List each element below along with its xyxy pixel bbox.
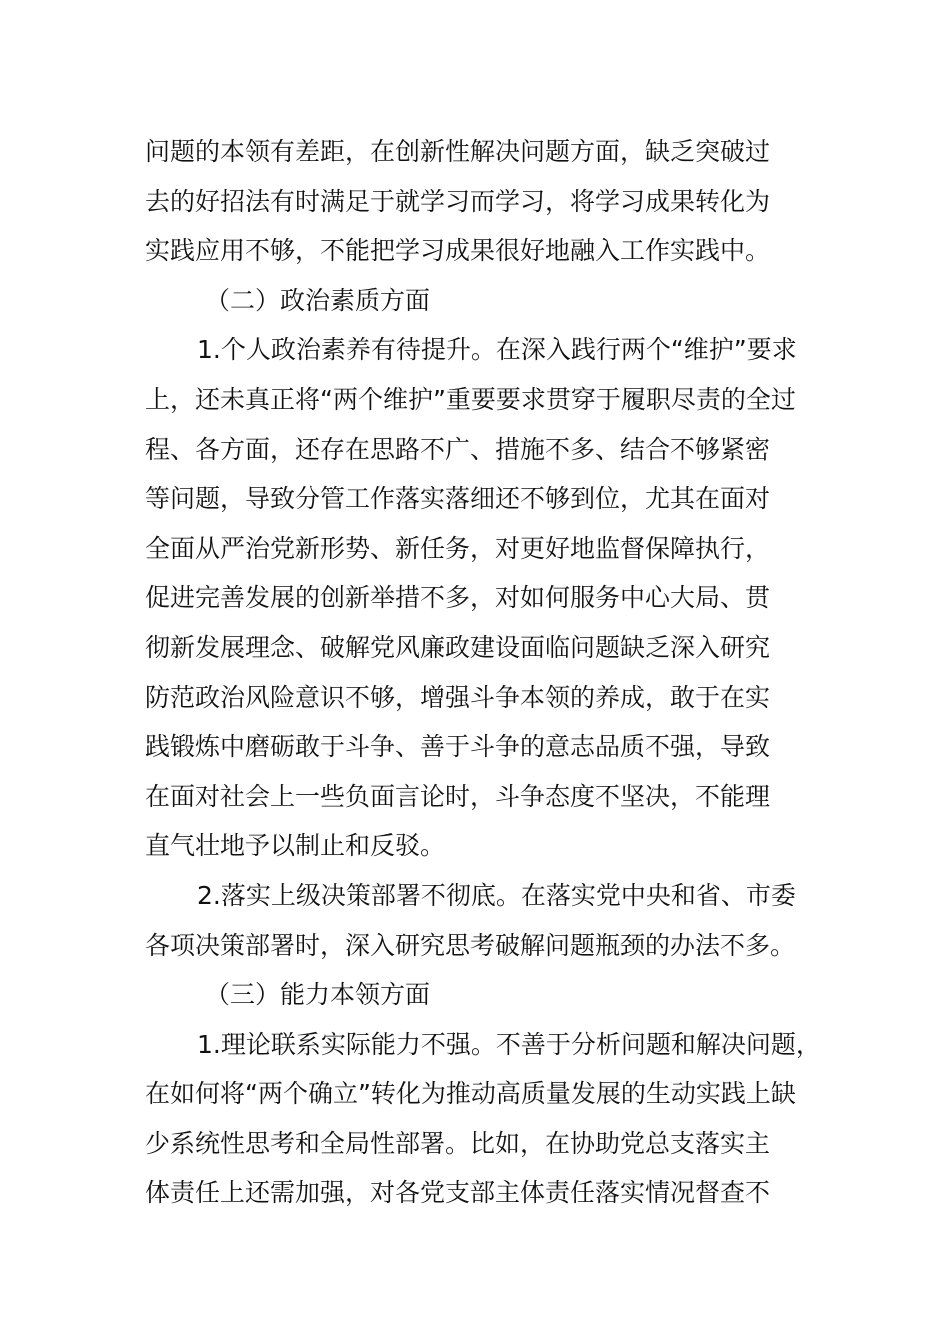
- paragraph-line: 防范政治风险意识不够，增强斗争本领的养成，敢于在实: [145, 682, 771, 712]
- paragraph-line: 少系统性思考和全局性部署。比如，在协助党总支落实主: [145, 1128, 771, 1158]
- paragraph-line: 1.个人政治素养有待提升。在深入践行两个“维护”要求: [197, 335, 797, 365]
- paragraph-line: 彻新发展理念、破解党风廉政建设面临问题缺乏深入研究: [145, 632, 771, 662]
- paragraph-line: 上，还未真正将“两个维护”重要要求贯穿于履职尽责的全过: [145, 384, 796, 414]
- paragraph-line: 程、各方面，还存在思路不广、措施不多、结合不够紧密: [145, 434, 771, 464]
- paragraph-line: 在如何将“两个确立”转化为推动高质量发展的生动实践上缺: [145, 1079, 796, 1109]
- paragraph-line: 1.理论联系实际能力不强。不善于分析问题和解决问题，: [197, 1029, 821, 1059]
- paragraph-line: 2.落实上级决策部署不彻底。在落实党中央和省、市委: [197, 880, 796, 910]
- section-heading-political-quality: （二）政治素质方面: [205, 285, 431, 315]
- paragraph-line: 等问题，导致分管工作落实落细还不够到位，尤其在面对: [145, 484, 771, 514]
- paragraph-line: 各项决策部署时，深入研究思考破解问题瓶颈的办法不多。: [145, 930, 796, 960]
- section-heading-ability: （三）能力本领方面: [205, 980, 431, 1010]
- paragraph-line: 促进完善发展的创新举措不多，对如何服务中心大局、贯: [145, 583, 771, 613]
- paragraph-line: 实践应用不够，不能把学习成果很好地融入工作实践中。: [145, 236, 771, 266]
- document-body: [145, 127, 845, 1218]
- paragraph-line: 践锻炼中磨砺敢于斗争、善于斗争的意志品质不强，导致: [145, 732, 771, 762]
- paragraph-line: 全面从严治党新形势、新任务，对更好地监督保障执行，: [145, 533, 771, 563]
- paragraph-line: 体责任上还需加强，对各党支部主体责任落实情况督查不: [145, 1178, 771, 1208]
- paragraph-line: 直气壮地予以制止和反驳。: [145, 831, 446, 861]
- paragraph-line: 问题的本领有差距，在创新性解决问题方面，缺乏突破过: [145, 137, 771, 166]
- paragraph-line: 去的好招法有时满足于就学习而学习，将学习成果转化为: [145, 186, 771, 216]
- paragraph-line: 在面对社会上一些负面言论时，斗争态度不坚决，不能理: [145, 781, 771, 811]
